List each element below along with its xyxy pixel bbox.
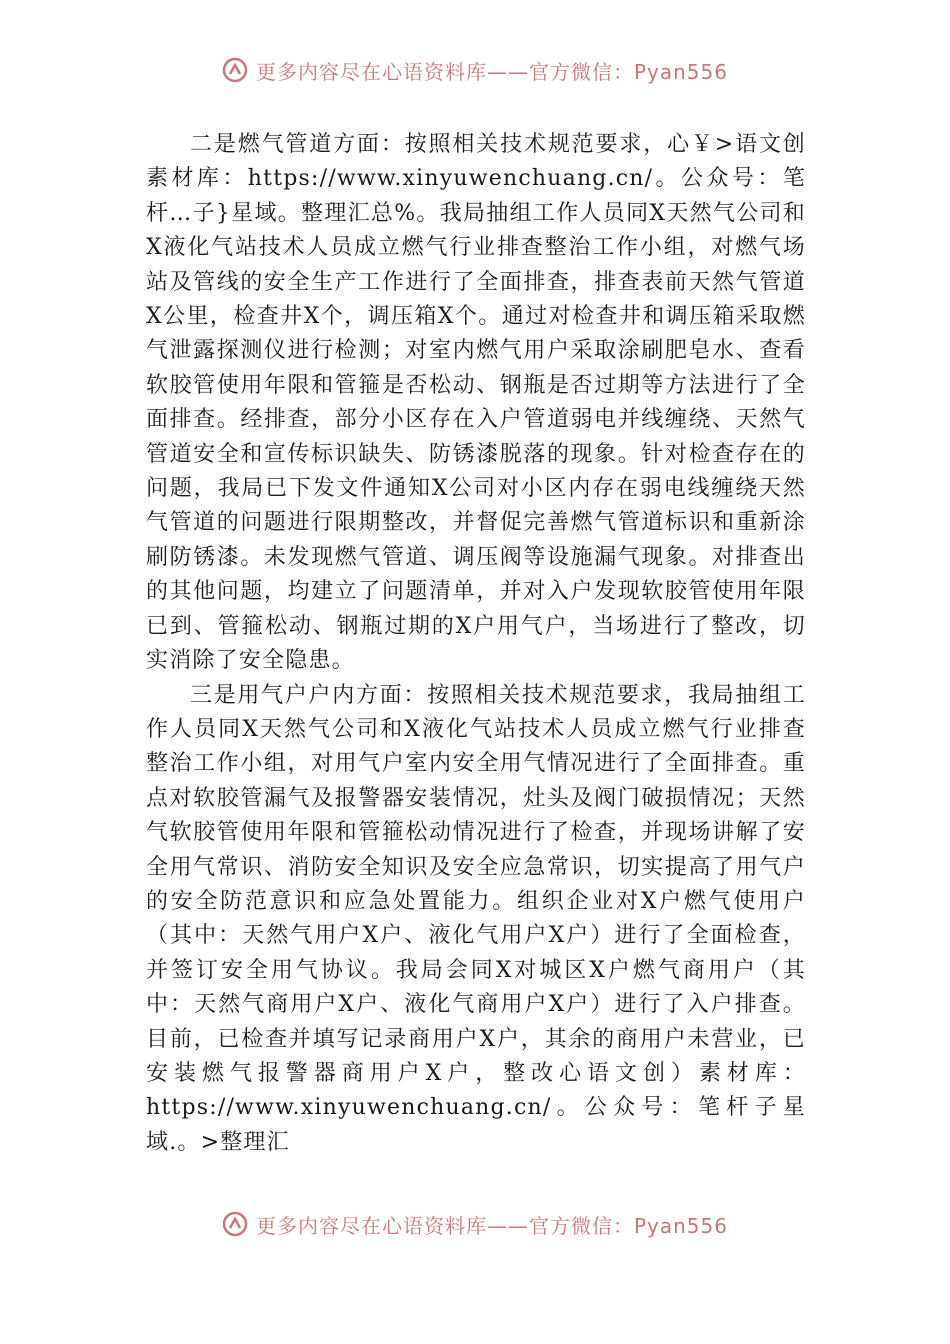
logo-icon	[222, 57, 248, 83]
document-body	[146, 128, 806, 1160]
watermark-text: 更多内容尽在心语资料库——官方微信：Pyan556	[255, 1213, 728, 1238]
logo-icon	[222, 1211, 248, 1237]
header-watermark	[0, 52, 950, 88]
paragraph-household-gas: 三是用气户户内方面：按照相关技术规范要求，我局抽组工作人员同X天然气公司和X液化气站技术人员成立燃气行业排查整治工作小组，对用气户室内安全用气情况进行了全面排查。重点对软胶管漏气及报警器安装情况，灶头及阀门破损情况；天然气软胶管使用年限和管箍松动情况进行了检查，并现场讲解了安全用气常识、消防安全知识及安全应急常识，切实提高了用气户的安全防范意识和应急处置能力。组织企业对X户燃气使用户（其中：天然气用户X户、液化气用户X户）进行了全面检查，并签订安全用气协议。我局会同X对城区X户燃气商用户（其中：天然气商用户X户、液化气商用户X户）进行了入户排查。目前，已检查并填写记录商用户X户，其余的商用户未营业，已安装燃气报警器商用户X户，整改心语文创）素材库：https://www.xinyuwenchuang.cn/。公众号：笔杆子星域.。>整理汇	[146, 682, 806, 1155]
footer-watermark	[0, 1206, 950, 1242]
paragraph-gas-pipeline: 二是燃气管道方面：按照相关技术规范要求，心￥>语文创素材库：https://www.xinyuwenchuang.cn/。公众号：笔杆…子}星域。整理汇总%。我局抽组工作人员同X天然气公司和X液化气站技术人员成立燃气行业排查整治工作小组，对燃气场站及管线的安全生产工作进行了全面排查，排查表前天然气管道X公里，检查井X个，调压箱X个。通过对检查井和调压箱采取燃气泄露探测仪进行检测；对室内燃气用户采取涂刷肥皂水、查看软胶管使用年限和管箍是否松动、钢瓶是否过期等方法进行了全面排查。经排查，部分小区存在入户管道弱电并线缠绕、天然气管道安全和宣传标识缺失、防锈漆脱落的现象。针对检查存在的问题，我局已下发文件通知X公司对小区内存在弱电线缠绕天然气管道的问题进行限期整改，并督促完善燃气管道标识和重新涂刷防锈漆。未发现燃气管道、调压阀等设施漏气现象。对排查出的其他问题，均建立了问题清单，并对入户发现软胶管使用年限已到、管箍松动、钢瓶过期的X户用气户，当场进行了整改，切实消除了安全隐患。	[146, 132, 806, 674]
watermark-text: 更多内容尽在心语资料库——官方微信：Pyan556	[255, 59, 728, 84]
